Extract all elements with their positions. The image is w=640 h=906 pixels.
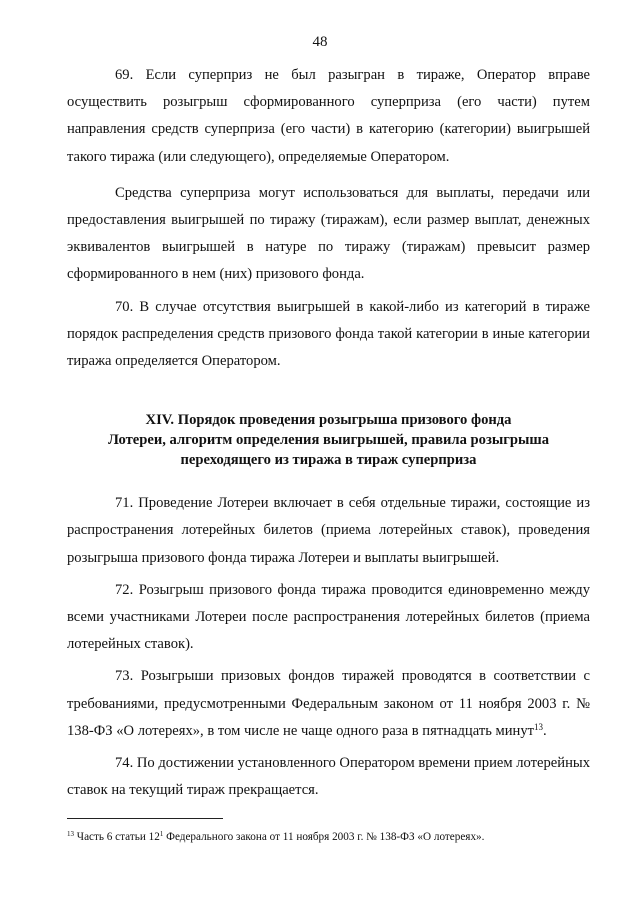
paragraph-72: 72. Розыгрыш призового фонда тиража проводится единовременно между всеми участниками Лотереи после распространения лотерейных билетов (приема лотерейных ставок). [67,581,590,653]
paragraph-superprize-funds: Средства суперприза могут использоваться для выплаты, передачи или предоставления выигрышей по тиражу (тиражам), если размер выплат, денежных эквивалентов выигрышей в натуре по тиражу (тиражам) превысит размер сформированного в нем (них) призового фонда. [67,184,590,283]
footnote-text-start: Часть 6 статьи 12 [74,831,160,843]
footnote-number: 13 [67,830,74,838]
footnote-article-superscript: 1 [159,830,164,838]
paragraph-71: 71. Проведение Лотереи включает в себя отдельные тиражи, состоящие из распространения лотерейных билетов (приема лотерейных ставок), проведения розыгрыша призового фонда тиража Лотереи и выплаты выигрышей. [67,495,590,566]
footnote-text-end: Федерального закона от 11 ноября 2003 г. № 138-ФЗ «О лотереях». [163,831,485,843]
footnote-divider [67,818,223,819]
paragraph-73-text: 73. Розыгрыши призовых фондов тиражей проводятся в соответствии с требованиями, предусмотренными Федеральным законом от 11 ноября 2003 г. № 138-ФЗ «О лотереях», в том числе не чаще одного раза в пятнадцать минут [67,668,590,739]
paragraph-73 [67,663,590,745]
document-body [67,62,590,804]
footnote [67,830,597,845]
page-number: 48 [312,34,328,50]
section-heading-line-3: переходящего из тиража в тираж суперприза [180,452,477,469]
section-heading-line-2: Лотереи, алгоритм определения выигрышей, правила розыгрыша [107,432,549,449]
paragraph-73-end: . [543,722,547,739]
section-heading [67,410,590,470]
paragraph-70: 70. В случае отсутствия выигрышей в какой-либо из категорий в тираже порядок распределения средств призового фонда такой категории в иные категории тиража определяется Оператором. [67,298,590,370]
paragraph-74: 74. По достижении установленного Оператором времени прием лотерейных ставок на текущий тираж прекращается. [67,755,590,799]
paragraph-69: 69. Если суперприз не был разыгран в тираже, Оператор вправе осуществить розыгрыш сформированного суперприза (его части) путем направления средств суперприза (его части) в категорию (категории) выигрышей такого тиража (или следующего), определяемые Оператором. [67,67,590,165]
footnote-reference: 13 [534,721,544,732]
section-heading-line-1: XIV. Порядок проведения розыгрыша призового фонда [145,412,512,429]
